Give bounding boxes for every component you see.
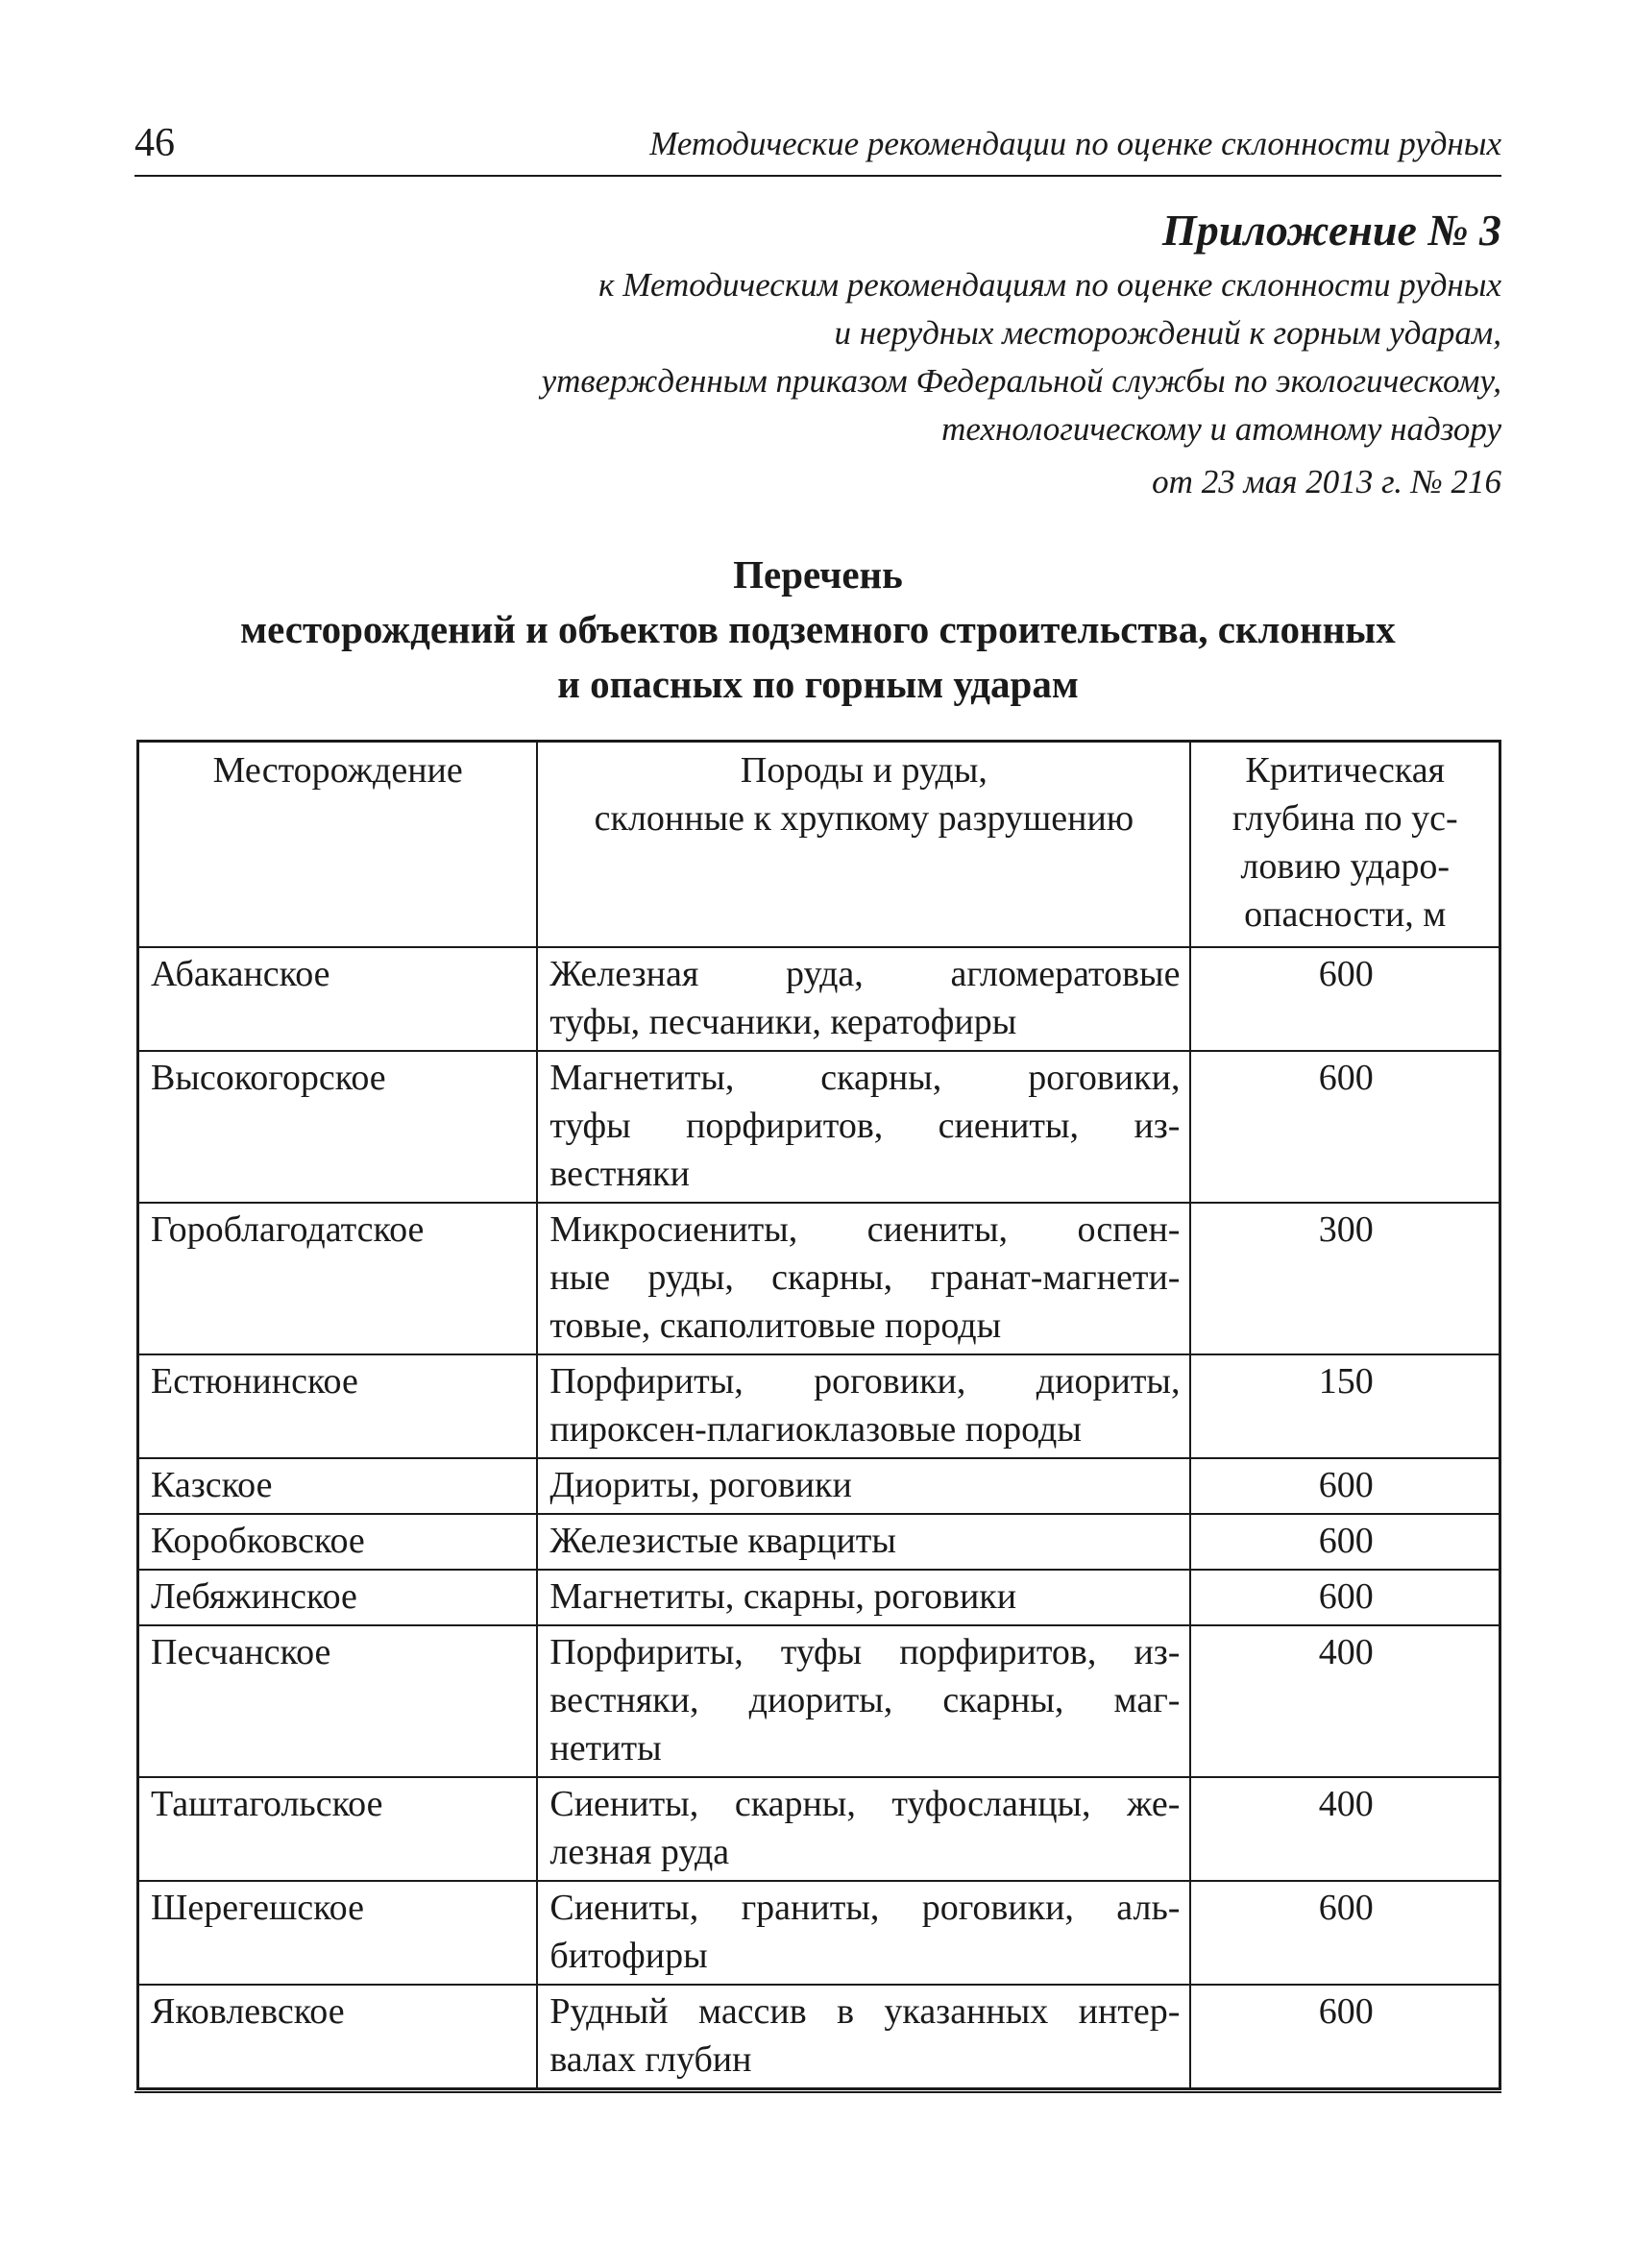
- appendix-block: [272, 200, 1501, 506]
- rocks-cell: [537, 1881, 1190, 1985]
- deposit-name: Гороблагодатское: [138, 1203, 538, 1354]
- appendix-line: и нерудных месторождений к горным ударам,: [834, 314, 1501, 352]
- table-row: [138, 1625, 1500, 1777]
- header-rule: [134, 175, 1501, 177]
- critical-depth: 600: [1190, 1570, 1500, 1625]
- rocks-line: Железистые кварциты: [549, 1521, 896, 1561]
- rocks-line: пироксен-плагиоклазовые породы: [549, 1409, 1082, 1450]
- table-row: [138, 1881, 1500, 1985]
- table-row: [138, 947, 1500, 1051]
- rocks-line: товые, скаполитовые породы: [549, 1305, 1002, 1346]
- rocks-cell: [537, 1051, 1190, 1203]
- rocks-line: Рудный массив в указанных интер-: [549, 1991, 1181, 2032]
- critical-depth: 600: [1190, 1514, 1500, 1570]
- table-row: [138, 1514, 1500, 1570]
- title-line: месторождений и объектов подземного строительства, склонных: [240, 607, 1396, 651]
- header-rocks-line: склонные к хрупкому разрушению: [594, 798, 1134, 839]
- deposit-name: Яковлевское: [138, 1985, 538, 2089]
- rocks-line: Сиениты, граниты, роговики, аль-: [549, 1888, 1181, 1928]
- deposit-name: Казское: [138, 1458, 538, 1514]
- critical-depth: 600: [1190, 1458, 1500, 1514]
- header-depth-line: глубина по ус-: [1232, 798, 1458, 839]
- header-rocks-line: Породы и руды,: [740, 750, 988, 791]
- rocks-line: вестняки, диориты, скарны, маг-: [549, 1680, 1181, 1720]
- rocks-cell: [537, 1985, 1190, 2089]
- rocks-cell: [537, 1354, 1190, 1458]
- appendix-line: к Методическим рекомендациям по оценке склонности рудных: [598, 266, 1501, 304]
- deposit-name: Лебяжинское: [138, 1570, 538, 1625]
- table-row: [138, 1985, 1500, 2089]
- header-field-text: Месторождение: [212, 750, 463, 791]
- rocks-line: нетиты: [549, 1728, 662, 1768]
- critical-depth: 400: [1190, 1625, 1500, 1777]
- deposit-name: Естюнинское: [138, 1354, 538, 1458]
- rocks-cell: [537, 1458, 1190, 1514]
- rocks-line: Железная руда, агломератовые: [549, 954, 1181, 994]
- rocks-line: туфы, песчаники, кератофиры: [549, 1002, 1017, 1042]
- appendix-date: от 23 мая 2013 г. № 216: [1152, 463, 1501, 500]
- running-header: Методические рекомендации по оценке склонности рудных: [649, 125, 1501, 162]
- table-row: [138, 1458, 1500, 1514]
- table-row: [138, 1203, 1500, 1354]
- appendix-line: утвержденным приказом Федеральной службы по экологическому,: [541, 362, 1501, 400]
- rocks-line: Магнетиты, скарны, роговики,: [549, 1058, 1181, 1098]
- rocks-cell: [537, 1203, 1190, 1354]
- table-body: [138, 947, 1500, 2089]
- title-line: Перечень: [733, 552, 903, 597]
- critical-depth: 400: [1190, 1777, 1500, 1881]
- rocks-line: ные руды, скарны, гранат-магнети-: [549, 1257, 1181, 1298]
- critical-depth: 600: [1190, 1985, 1500, 2089]
- header-depth: [1190, 742, 1500, 948]
- appendix-title: Приложение № 3: [1161, 206, 1501, 255]
- rocks-line: Микросиениты, сиениты, оспен-: [549, 1209, 1181, 1250]
- rocks-line: Порфириты, роговики, диориты,: [549, 1361, 1181, 1402]
- critical-depth: 600: [1190, 1051, 1500, 1203]
- rocks-cell: [537, 947, 1190, 1051]
- rocks-line: Диориты, роговики: [549, 1465, 852, 1505]
- table-header-row: [138, 742, 1500, 948]
- table-row: [138, 1051, 1500, 1203]
- rocks-line: туфы порфиритов, сиениты, из-: [549, 1106, 1181, 1146]
- header-rocks: [537, 742, 1190, 948]
- header-depth-line: ловию ударо-: [1240, 846, 1451, 887]
- header-depth-line: опасности, м: [1244, 894, 1447, 935]
- page-number: 46: [134, 121, 175, 165]
- table-row: [138, 1777, 1500, 1881]
- table-row: [138, 1354, 1500, 1458]
- header-depth-line: Критическая: [1245, 750, 1446, 791]
- rocks-line: Порфириты, туфы порфиритов, из-: [549, 1632, 1181, 1672]
- rocks-line: битофиры: [549, 1936, 708, 1976]
- rocks-line: Сиениты, скарны, туфосланцы, же-: [549, 1784, 1181, 1824]
- critical-depth: 600: [1190, 947, 1500, 1051]
- deposits-table: [136, 740, 1501, 2090]
- rocks-cell: [537, 1777, 1190, 1881]
- deposit-name: Таштагольское: [138, 1777, 538, 1881]
- footer-rule: [134, 2091, 1501, 2093]
- rocks-cell: [537, 1570, 1190, 1625]
- deposit-name: Коробковское: [138, 1514, 538, 1570]
- deposit-name: Шерегешское: [138, 1881, 538, 1985]
- title-line: и опасных по горным ударам: [557, 662, 1079, 706]
- header-field: [138, 742, 538, 948]
- document-title: [134, 548, 1501, 712]
- critical-depth: 150: [1190, 1354, 1500, 1458]
- rocks-line: вестняки: [549, 1154, 690, 1194]
- deposit-name: Песчанское: [138, 1625, 538, 1777]
- rocks-line: Магнетиты, скарны, роговики: [549, 1576, 1017, 1617]
- deposit-name: Высокогорское: [138, 1051, 538, 1203]
- rocks-cell: [537, 1514, 1190, 1570]
- critical-depth: 300: [1190, 1203, 1500, 1354]
- deposit-name: Абаканское: [138, 947, 538, 1051]
- rocks-line: лезная руда: [549, 1832, 730, 1872]
- critical-depth: 600: [1190, 1881, 1500, 1985]
- rocks-line: валах глубин: [549, 2039, 752, 2080]
- appendix-line: технологическому и атомному надзору: [941, 410, 1501, 448]
- table-row: [138, 1570, 1500, 1625]
- rocks-cell: [537, 1625, 1190, 1777]
